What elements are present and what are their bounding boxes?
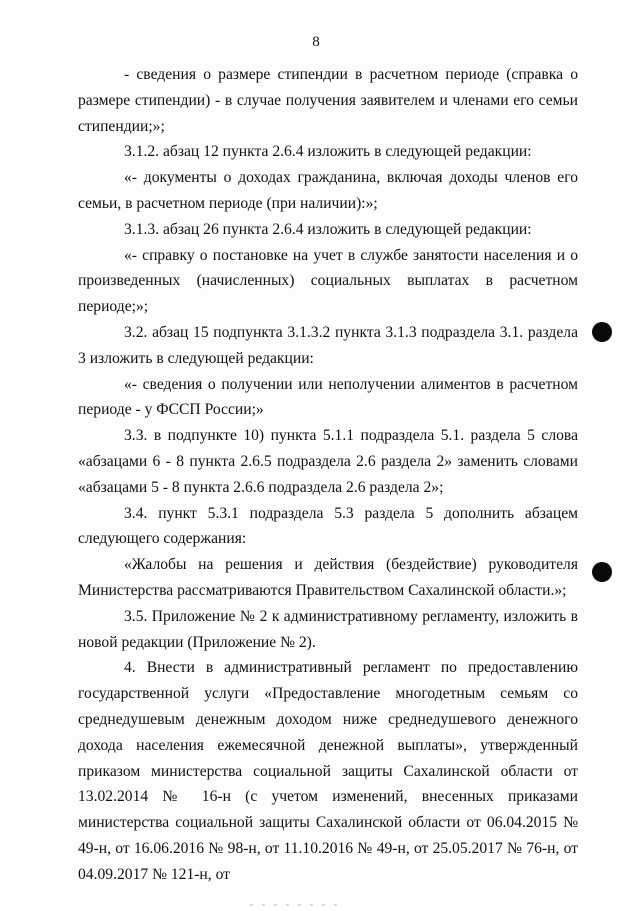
punch-hole-mark bbox=[592, 562, 612, 582]
paragraph-alimony: «- сведения о получении или неполучении алиментов в расчетном периоде - у ФССП России;» bbox=[78, 375, 578, 419]
paragraph-3-4: 3.4. пункт 5.3.1 подраздела 5.3 раздела 5 дополнить абзацем следующего содержания: bbox=[78, 504, 578, 548]
document-body bbox=[78, 62, 578, 888]
page-number: 8 bbox=[312, 34, 320, 50]
paragraph-3-2: 3.2. абзац 15 подпункта 3.1.3.2 пункта 3.1.3 подраздела 3.1. раздела 3 изложить в следующей редакции: bbox=[78, 323, 578, 367]
paragraph-complaints: «Жалобы на решения и действия (бездействие) руководителя Министерства рассматриваются Правительством Сахалинской области.»; bbox=[78, 556, 578, 599]
scan-artifact bbox=[250, 893, 370, 897]
paragraph-3-1-2: 3.1.2. абзац 12 пункта 2.6.4 изложить в следующей редакции: bbox=[124, 143, 532, 161]
paragraph-3-3: 3.3. в подпункте 10) пункта 5.1.1 подраздела 5.1. раздела 5 слова «абзацами 6 - 8 пункта 2.6.5 подраздела 2.6 раздела 2» заменить словами «абзацами 5 - 8 пункта 2.6.6 подраздела 2.6 раздела 2»; bbox=[78, 427, 578, 496]
paragraph-employment-service: «- справку о постановке на учет в службе занятости населения и о произведенных (начисленных) социальных выплатах в расчетном периоде;»; bbox=[78, 246, 578, 316]
paragraph-4: 4. Внести в административный регламент по предоставлению государственной услуги «Предоставление многодетным семьям со среднедушевым денежным доходом ниже среднедушевого денежного дохода населения ежемесячной денежной выплаты», утвержденный приказом министерства социальной защиты Сахалинской области от 13.02.2014 № 16-н (с учетом изменений, внесенных приказами министерства социальной защиты Сахалинской области от 06.04.2015 № 49-н, от 16.06.2016 № 98-н, от 11.10.2016 № 49-н, от 25.05.2017 № 76-н, от 04.09.2017 № 121-н, от bbox=[78, 659, 578, 883]
punch-hole-mark bbox=[592, 322, 612, 342]
paragraph-3-1-3: 3.1.3. абзац 26 пункта 2.6.4 изложить в следующей редакции: bbox=[124, 220, 532, 238]
paragraph-3-5: 3.5. Приложение № 2 к административному регламенту, изложить в новой редакции (Приложение № 2). bbox=[78, 607, 578, 651]
paragraph-stipend-info: - сведения о размере стипендии в расчетном периоде (справка о размере стипендии) - в случае получения заявителем и членами его семьи стипендии;»; bbox=[78, 66, 578, 135]
paragraph-income-documents: «- документы о доходах гражданина, включая доходы членов его семьи, в расчетном периоде (при наличии):»; bbox=[78, 169, 578, 212]
